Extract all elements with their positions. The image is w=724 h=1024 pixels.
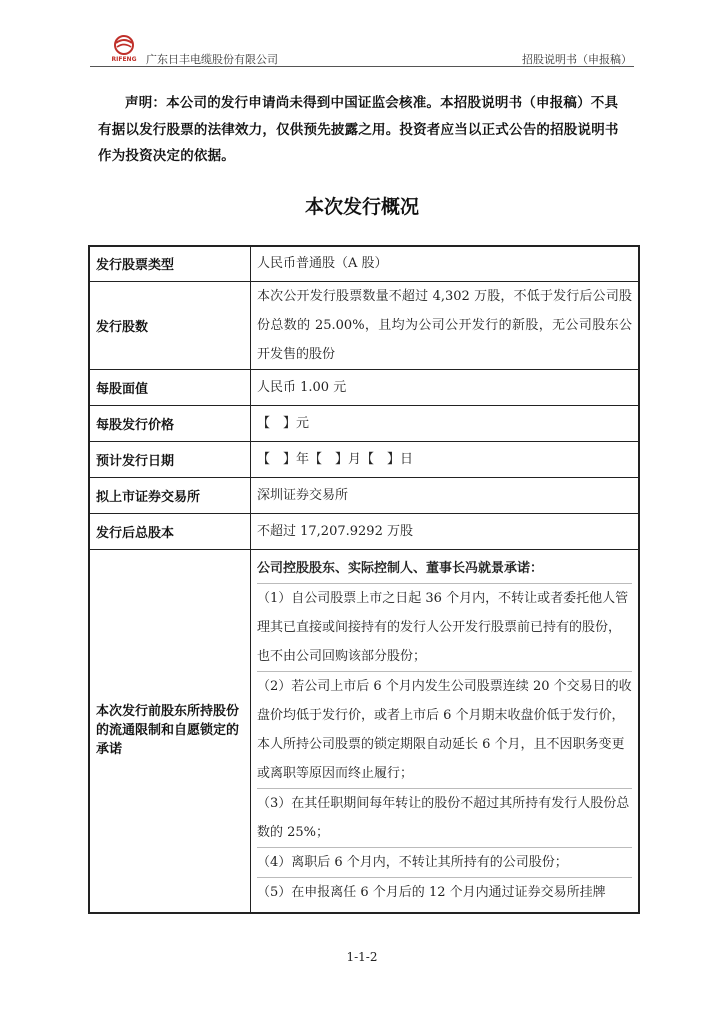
offering-overview-table: [88, 245, 640, 914]
lockup-item: （5）在申报离任 6 个月后的 12 个月内通过证券交易所挂牌: [257, 877, 632, 907]
row-value: 人民币普通股（A 股）: [251, 246, 640, 281]
table-row: [89, 246, 639, 281]
row-label: 发行后总股本: [89, 513, 251, 549]
row-label: 拟上市证券交易所: [89, 477, 251, 513]
table-row: [89, 369, 639, 405]
lockup-item: （1）自公司股票上市之日起 36 个月内，不转让或者委托他人管理其已直接或间接持有的发行人公开发行股票前已持有的股份，也不由公司回购该部分股份；: [257, 583, 632, 671]
svg-text:RIFENG: RIFENG: [111, 56, 137, 63]
row-value: 【 】元: [251, 405, 640, 441]
table-row: [89, 441, 639, 477]
lockup-heading: 公司控股股东、实际控制人、董事长冯就景承诺：: [257, 561, 544, 577]
table-row-lockup: [89, 549, 639, 913]
table-row: [89, 477, 639, 513]
page-header: [90, 34, 634, 68]
company-logo: [106, 34, 142, 66]
lockup-label: 本次发行前股东所持股份的流通限制和自愿锁定的承诺: [89, 549, 251, 913]
row-label: 每股面值: [89, 369, 251, 405]
lockup-item: （4）离职后 6 个月内，不转让其所持有的公司股份；: [257, 847, 632, 877]
document-title: 招股说明书（申报稿）: [522, 53, 632, 66]
lockup-item: （3）在其任职期间每年转让的股份不超过其所持有发行人股份总数的 25%；: [257, 788, 632, 847]
company-name: 广东日丰电缆股份有限公司: [146, 53, 278, 66]
lockup-commitments: [251, 549, 640, 913]
table-row: [89, 405, 639, 441]
row-label: 每股发行价格: [89, 405, 251, 441]
table-row: [89, 281, 639, 369]
disclaimer-statement: 声明：本公司的发行申请尚未得到中国证监会核准。本招股说明书（申报稿）不具有据以发行股票的法律效力，仅供预先披露之用。投资者应当以正式公告的招股说明书作为投资决定的依据。: [98, 95, 619, 164]
row-label: 发行股数: [89, 281, 251, 369]
row-value: 人民币 1.00 元: [251, 369, 640, 405]
page-number: 1-1-2: [346, 950, 378, 964]
row-value: 【 】年【 】月【 】日: [251, 441, 640, 477]
row-label: 预计发行日期: [89, 441, 251, 477]
header-divider: [90, 66, 634, 67]
row-value: 深圳证券交易所: [251, 477, 640, 513]
row-value: 本次公开发行股票数量不超过 4,302 万股，不低于发行后公司股份总数的 25.00%，且均为公司公开发行的新股，无公司股东公开发售的股份: [251, 281, 640, 369]
lockup-item: （2）若公司上市后 6 个月内发生公司股票连续 20 个交易日的收盘价均低于发行价，或者上市后 6 个月期末收盘价低于发行价，本人所持公司股票的锁定期限自动延长 6 个月，且不因职务变更或离职等原因而终止履行；: [257, 671, 632, 788]
row-label: 发行股票类型: [89, 246, 251, 281]
row-value: 不超过 17,207.9292 万股: [251, 513, 640, 549]
table-row: [89, 513, 639, 549]
section-title: 本次发行概况: [304, 196, 419, 218]
